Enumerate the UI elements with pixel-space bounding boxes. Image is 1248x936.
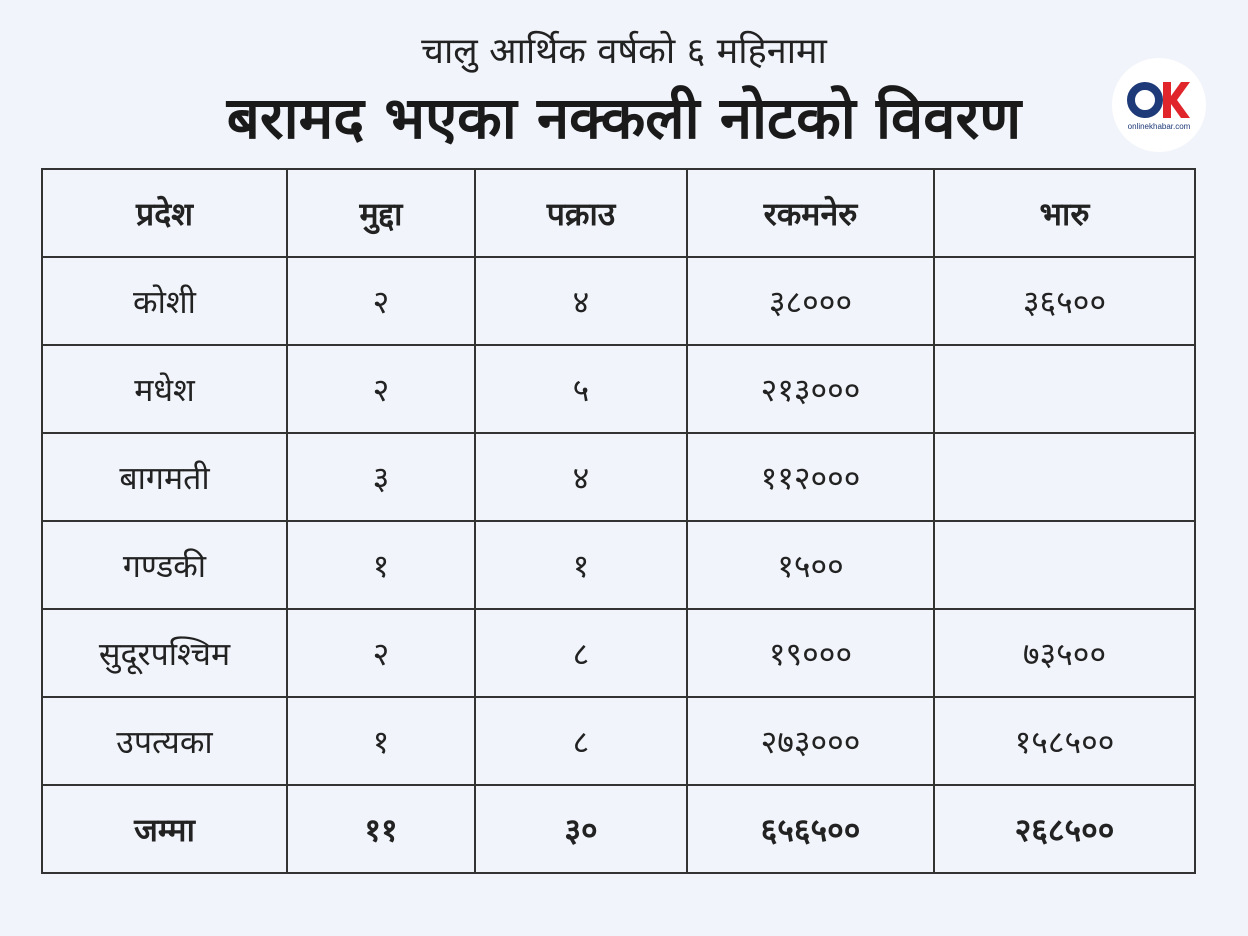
- table-total-row: [42, 785, 1195, 873]
- header-province: प्रदेश: [42, 169, 287, 257]
- cell-arrests: ४: [475, 257, 687, 345]
- cell-cases: १: [287, 697, 475, 785]
- onlinekhabar-ok-logo-icon: [1127, 80, 1191, 120]
- cell-arrests: ८: [475, 697, 687, 785]
- cell-amount-npr: ११२०००: [687, 433, 934, 521]
- brand-logo[interactable]: [1112, 58, 1206, 152]
- cell-amount-npr: १५००: [687, 521, 934, 609]
- cell-arrests: १: [475, 521, 687, 609]
- cell-arrests: ४: [475, 433, 687, 521]
- cell-cases: २: [287, 609, 475, 697]
- cell-amount-inr: [934, 521, 1195, 609]
- cell-amount-inr: [934, 433, 1195, 521]
- header-arrests: पक्राउ: [475, 169, 687, 257]
- total-amount-npr: ६५६५००: [687, 785, 934, 873]
- cell-amount-npr: २१३०००: [687, 345, 934, 433]
- table-row: [42, 609, 1195, 697]
- cell-amount-inr: ३६५००: [934, 257, 1195, 345]
- cell-cases: १: [287, 521, 475, 609]
- cell-cases: २: [287, 257, 475, 345]
- cell-province: कोशी: [42, 257, 287, 345]
- table-row: [42, 345, 1195, 433]
- cell-arrests: ५: [475, 345, 687, 433]
- table-row: [42, 697, 1195, 785]
- cell-amount-npr: १९०००: [687, 609, 934, 697]
- table-row: [42, 257, 1195, 345]
- table-header-row: [42, 169, 1195, 257]
- total-amount-inr: २६८५००: [934, 785, 1195, 873]
- cell-amount-inr: ७३५००: [934, 609, 1195, 697]
- cell-amount-inr: [934, 345, 1195, 433]
- subtitle: चालु आर्थिक वर्षको ६ महिनामा: [421, 31, 827, 72]
- cell-amount-inr: १५८५००: [934, 697, 1195, 785]
- cell-arrests: ८: [475, 609, 687, 697]
- cell-cases: ३: [287, 433, 475, 521]
- header-amount-inr: भारु: [934, 169, 1195, 257]
- total-label: जम्मा: [42, 785, 287, 873]
- total-arrests: ३०: [475, 785, 687, 873]
- counterfeit-notes-table: [41, 168, 1196, 874]
- header-cases: मुद्दा: [287, 169, 475, 257]
- header-amount-npr: रकमनेरु: [687, 169, 934, 257]
- cell-amount-npr: २७३०००: [687, 697, 934, 785]
- total-cases: ११: [287, 785, 475, 873]
- cell-province: बागमती: [42, 433, 287, 521]
- cell-province: मधेश: [42, 345, 287, 433]
- cell-province: उपत्यका: [42, 697, 287, 785]
- cell-province: सुदूरपश्चिम: [42, 609, 287, 697]
- cell-cases: २: [287, 345, 475, 433]
- table-row: [42, 521, 1195, 609]
- cell-province: गण्डकी: [42, 521, 287, 609]
- cell-amount-npr: ३८०००: [687, 257, 934, 345]
- table-row: [42, 433, 1195, 521]
- logo-text: onlinekhabar.com: [1127, 122, 1191, 131]
- page-title: बरामद भएका नक्कली नोटको विवरण: [226, 84, 1022, 152]
